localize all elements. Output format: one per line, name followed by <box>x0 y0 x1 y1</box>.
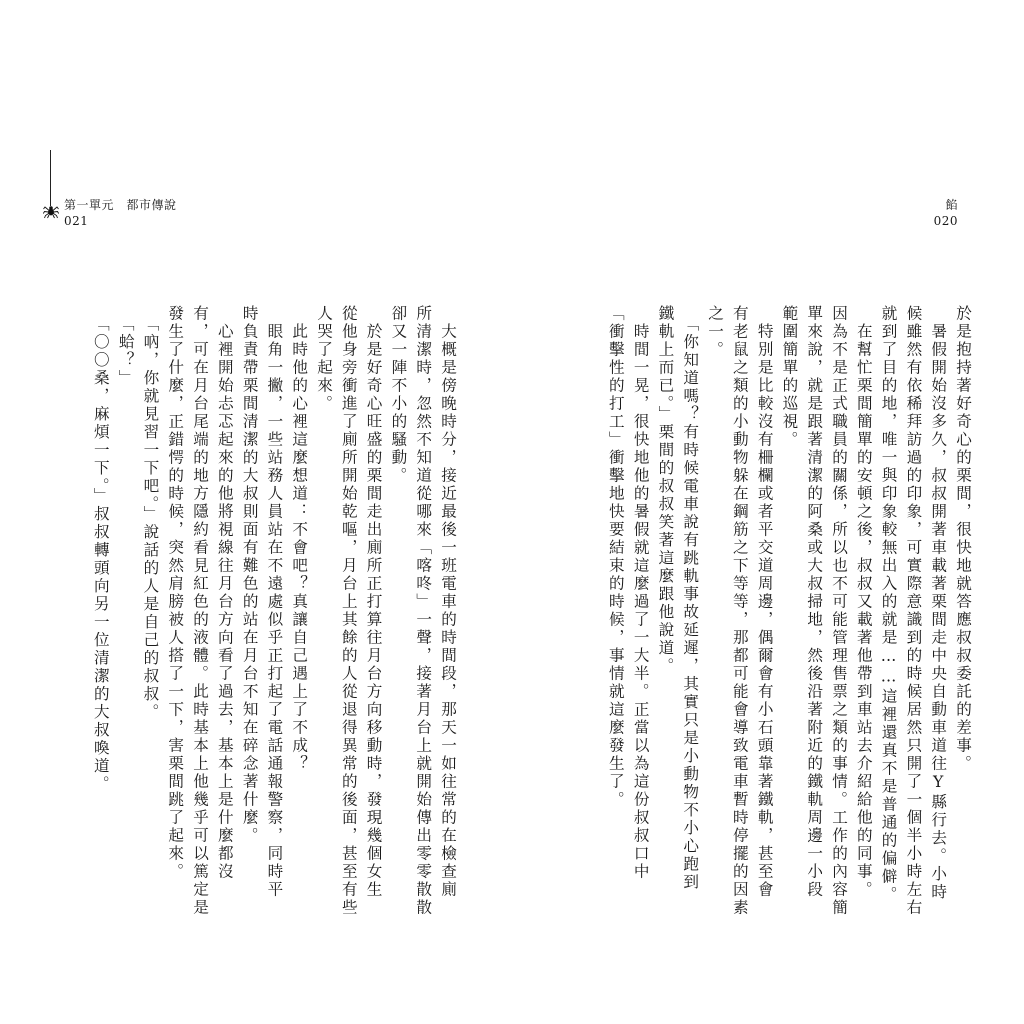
text-line: 發生了什麼，正錯愕的時候，突然肩膀被人搭了一下，害栗間跳了起來。 <box>166 305 185 881</box>
text-line: 「〇〇桑，麻煩一下。」叔叔轉頭向另一位清潔的大叔喚道。 <box>91 305 110 794</box>
right-page-body <box>585 305 975 917</box>
left-page-header <box>64 197 177 229</box>
text-line: 有，可在月台尾端的地方隱約看見紅色的液體。此時基本上他幾乎可以篤定是 <box>191 305 210 917</box>
text-line: 就到了目的地，唯一與印象較無出入的就是……這裡還真不是普通的偏僻。 <box>879 305 898 904</box>
text-line: 候雖然有依稀拜訪過的印象，可實際意識到的時候居然只開了一個半小時左右 <box>904 305 923 917</box>
text-line: 「你知道嗎？有時候電車說有跳軌事故延遲，其實只是小動物不小心跑到 <box>681 305 700 892</box>
right-page-number: 020 <box>933 214 958 228</box>
text-line: 於是抱持著好奇心的栗間，很快地就答應叔叔委託的差事。 <box>954 305 972 773</box>
chapter-title: 第一單元 都市傳說 <box>64 198 177 212</box>
text-line: 心裡開始忐忑起來的他將視線往月台方向看了過去，基本上是什麼都沒 <box>215 305 234 881</box>
text-line: 「衝擊性的打工」衝擊地快要結束的時候，事情就這麼發生了。 <box>606 305 625 809</box>
text-line: 時間一晃，很快地他的暑假就這麼過了一大半。正當以為這份叔叔口中 <box>631 305 650 881</box>
text-line: 鐵軌上而已。」栗間的叔叔笑著這麼跟他說道。 <box>656 305 675 676</box>
text-line: 「蛤？」 <box>116 305 135 388</box>
right-page-header <box>934 197 958 229</box>
book-title: 餡 <box>945 198 958 212</box>
spider-thread <box>50 150 51 206</box>
text-line: 有老鼠之類的小動物躲在鋼筋之下等等，那都可能會導致電車暫時停擺的因素 <box>730 305 749 917</box>
text-line: 時負責帶栗間清潔的大叔則面有難色的站在月台不知在碎念著什麼。 <box>240 305 259 845</box>
text-line: 範圍簡單的巡視。 <box>780 305 799 449</box>
text-line: 此時他的心裡這麼想道：不會吧？真讓自己遇上了不成？ <box>290 305 309 773</box>
left-page-number: 021 <box>64 214 89 228</box>
text-line: 人哭了起來。 <box>315 305 334 413</box>
text-line: 因為不是正式職員的關係，所以也不可能管理售票之類的事情。工作的內容簡 <box>830 305 849 917</box>
text-line: 所清潔時，忽然不知道從哪來「喀咚」一聲，接著月台上就開始傳出零零散散 <box>414 305 433 917</box>
text-line: 之一。 <box>706 305 725 359</box>
text-line: 於是好奇心旺盛的栗間走出廁所正打算往月台方向移動時，發現幾個女生 <box>364 305 383 899</box>
text-line: 卻又一陣不小的騷動。 <box>389 305 408 485</box>
text-line: 從他身旁衝進了廁所開始乾嘔，月台上其餘的人從退得異常的後面，甚至有些 <box>339 305 358 917</box>
text-line: 暑假開始沒多久，叔叔開著車載著栗間走中央自動車道往Y縣行去。小時 <box>929 305 948 902</box>
text-line: 眼角一撇，一些站務人員站在不遠處似乎正打起了電話通報警察，同時平 <box>265 305 284 899</box>
text-line: 特別是比較沒有柵欄或者平交道周邊，偶爾會有小石頭靠著鐵軌，甚至會 <box>755 305 774 899</box>
spider-icon <box>43 203 59 219</box>
text-line: 單來說，就是跟著清潔的阿桑或大叔掃地，然後沿著附近的鐵軌周邊一小段 <box>805 305 824 899</box>
text-line: 「吶，你就見習一下吧。」說話的人是自己的叔叔。 <box>141 305 160 722</box>
text-line: 在幫忙栗間簡單的安頓之後，叔叔又載著他帶到車站去介紹給他的同事。 <box>854 305 873 899</box>
left-page-body <box>60 305 460 917</box>
text-line: 大概是傍晚時分，接近最後一班電車的時間段，那天一如往常的在檢查廁 <box>439 305 457 899</box>
